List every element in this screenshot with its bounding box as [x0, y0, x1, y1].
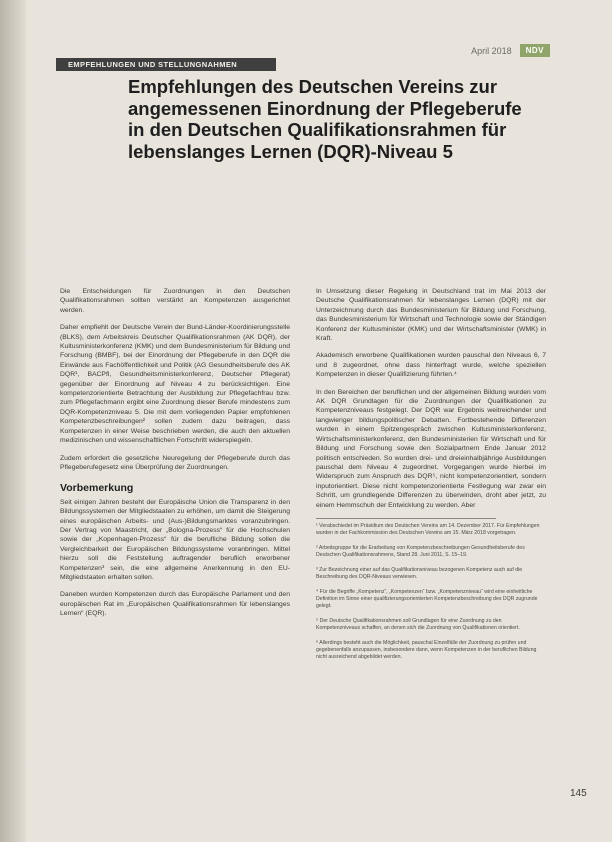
footnote: ¹ Verabschiedet im Präsidium des Deutschen Vereins am 14. Dezember 2017. Für Empfehlungen wurden in der Fachkommission des Deutschen Vereins am 15. März 2018 vorgetragen.	[316, 522, 540, 536]
article-title: Empfehlungen des Deutschen Vereins zur angemessenen Einordnung der Pflegeberufe in den Deutschen Qualifikationsrahmen für lebenslanges Lernen (DQR)-Niveau 5	[128, 76, 522, 162]
paragraph: In den Bereichen der beruflichen und der allgemeinen Bildung wurden vom AK DQR Grundlagen für die Zuordnungen der Qualifikationen zu Kompetenzniveaus festgelegt. Der DQR war Ergebnis weitreichender und langwieriger bildungspolitischer Debatten. Fortbestehende Differenzen wurden in einem Spitzengespräch zwischen Kultusministerkonferenz, Wirtschaftsministerkonferenz, den Bundesministerien für Wirtschaft und für Bildung und Forschung sowie den Sozialpartnern Ende Januar 2012 politisch entschieden. So wurden drei- und dreieinhalbjährige Ausbildungen pauschal dem Niveau 4 zugeordnet. Vorgegangen wurde hierbei im Widerspruch zum Anspruch des DQR⁵, nicht kompetenzorientiert, sondern inputorientiert. Diese nicht kompetenzorientierte Festlegung war zwar ein Schritt, um grundlegende Differenzen zu überwinden, droht aber jetzt, zu einem Hemmschuh der Entwicklung zu werden. Aber	[316, 388, 546, 509]
issue-date: April 2018	[471, 45, 512, 56]
footnote: ³ Zur Bezeichnung einer auf das Qualifikationsniveau bezogenen Kompetenz auch auf die Beschreibung des DQR-Niveaus verwiesen.	[316, 566, 523, 580]
paragraph: Akademisch erworbene Qualifikationen wurden pauschal den Niveaus 6, 7 und 8 zugeordnet, ohne dass hinterfragt wurde, welche speziellen Kompetenzen in dieser Qualifizierung führten.⁴	[316, 352, 546, 379]
left-column	[60, 287, 290, 627]
paragraph: Daher empfiehlt der Deutsche Verein der Bund-Länder-Koordinierungsstelle (BLKS), dem Arbeitskreis Deutscher Qualifikationsrahmen (AK DQR), der Kultusministerkonferenz (KMK) und dem Bundesministerium für Bildung und Forschung (BMBF), bei der Einordnung der Pflegeberufe in den DQR die Einwände aus Fachöffentlichkeit und Politik (AG Gesundheitsberufe des AK DQR¹, BACPfl, Gesundheitsministerkonferenz, Deutscher Pflegerat) gegenüber der Einordnung auf Niveau 4 zu berücksichtigen. Eine kompetenzorientierte Betrachtung der Ausbildung zur Pflegefachfrau bzw. zum Pflegefachmann ergibt eine Zuordnung dieser Berufe mindestens zum DQR-Kompetenzniveau 5. Die mit dem vorliegenden Papier empfohlenen Kompetenzbeschreibungen² sollen zudem dazu beitragen, dass Kompetenzen in einer Weise beschrieben werden, die auch den aktuellen medizinischen und wissenschaftlichen Fortschritt widerspiegeln.	[60, 324, 290, 445]
footnote: ⁴ Für die Begriffe „Kompetenz“, „Kompetenzen“ bzw. „Kompetenzniveau“ wird eine einheitliche Definition im Sinne einer qualifizierungsorientierten Kompetenzbeschreibung des DQR zugrunde gelegt.	[316, 588, 538, 609]
paragraph: Daneben wurden Kompetenzen durch das Europäische Parlament und den europäischen Rat im „Europäischen Qualifikationsrahmen für lebenslanges Lernen“ (EQR).	[60, 591, 290, 618]
paragraph: Zudem erfordert die gesetzliche Neuregelung der Pflegeberufe durch das Pflegeberufegesetz eine Überprüfung der Zuordnungen.	[60, 454, 290, 471]
journal-badge: NDV	[520, 44, 550, 57]
page-header	[471, 44, 550, 57]
section-heading: Vorbemerkung	[60, 482, 134, 495]
footnote: ⁵ Der Deutsche Qualifikationsrahmen soll Grundlagen für eine Zuordnung zu den Kompetenzniveaus schaffen, an denen sich die Zuordnung von Qualifikationen orientiert.	[316, 617, 520, 631]
paragraph: In Umsetzung dieser Regelung in Deutschland trat im Mai 2013 der Deutsche Qualifikationsrahmen für lebenslanges Lernen (DQR) mit der Unterzeichnung durch das Bundesministerium für Bildung und Forschung, das Bundesministerium für Wirtschaft und Technologie sowie der Ständigen Konferenz der Kultusminister (KMK) und der Wirtschaftsminister (WMK) in Kraft.	[316, 288, 546, 343]
page-number: 145	[570, 788, 587, 799]
footnote: ² Arbeitsgruppe für die Erarbeitung von Kompetenzbeschreibungen Gesundheitsberufe des Deutschen Qualifikationsrahmens, Stand 28. Juni 2011, S. 15–19.	[316, 544, 525, 558]
paragraph: Seit einigen Jahren besteht der Europäische Union die Transparenz in den Bildungssystemen der Mitgliedstaaten zu erhöhen, um damit die Steigerung eines europäischen Arbeits- und (Aus-)Bildungsmarktes voranzubringen. Der Vertrag von Maastricht, der „Bologna-Prozess“ für die Hochschulen sowie der „Kopenhagen-Prozess“ für die berufliche Bildung sollen die Vergleichbarkeit der Europäischen Bildungssysteme voranbringen. Mittel hierzu soll die Feststellung auftragender beruflich erworbener Kompetenzen³ sein, die eine allgemeine Anerkennung in den EU-Mitgliedstaaten erhalten sollen.	[60, 498, 290, 581]
paragraph: Die Entscheidungen für Zuordnungen in den Deutschen Qualifikationsrahmen sollten verstärkt an Kompetenzen ausgerichtet werden.	[60, 288, 290, 314]
page-spine-shadow	[0, 0, 26, 842]
right-column	[316, 287, 546, 669]
section-label: EMPFEHLUNGEN UND STELLUNGNAHMEN	[56, 58, 276, 71]
footnote: ⁶ Allerdings besteht auch die Möglichkeit, pauschal Einzelfälle der Zuordnung zu prüfen und gegebenenfalls anzupassen, insbesondere dann, wenn Kompetenzen in der beruflichen Bildung nicht ausreichend abgebildet werden.	[316, 639, 537, 660]
footnote-divider	[316, 518, 496, 519]
